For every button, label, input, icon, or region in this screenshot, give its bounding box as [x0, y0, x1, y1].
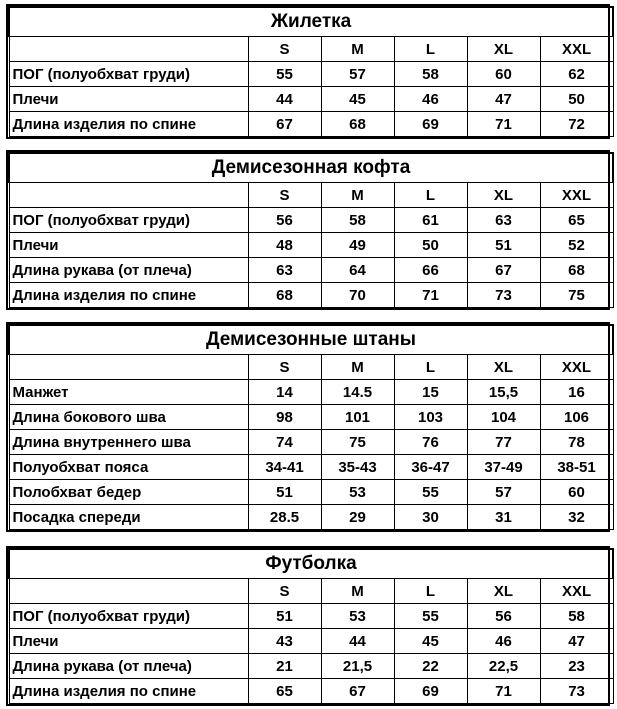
table-row [9, 480, 613, 505]
table-row [9, 629, 613, 654]
size-header-cell: S [248, 183, 321, 208]
value-cell: 14 [248, 380, 321, 405]
value-cell: 67 [467, 258, 540, 283]
value-cell: 70 [321, 283, 394, 308]
value-cell: 22,5 [467, 654, 540, 679]
size-header-cell: XXL [540, 579, 613, 604]
value-cell: 69 [394, 112, 467, 137]
value-cell: 45 [394, 629, 467, 654]
value-cell: 68 [248, 283, 321, 308]
value-cell: 30 [394, 505, 467, 530]
size-header-cell: M [321, 37, 394, 62]
value-cell: 51 [248, 604, 321, 629]
table-row [9, 455, 613, 480]
row-label: Длина внутреннего шва [9, 430, 248, 455]
value-cell: 44 [321, 629, 394, 654]
table-tshirt [6, 546, 610, 706]
size-header-cell: XL [467, 37, 540, 62]
value-cell: 60 [540, 480, 613, 505]
value-cell: 50 [540, 87, 613, 112]
table-row [9, 112, 613, 137]
value-cell: 53 [321, 480, 394, 505]
size-header-cell: S [248, 355, 321, 380]
value-cell: 21 [248, 654, 321, 679]
row-label: ПОГ (полуобхват груди) [9, 62, 248, 87]
size-header-cell: XL [467, 183, 540, 208]
value-cell: 68 [321, 112, 394, 137]
size-header-row [9, 183, 613, 208]
table-title: Демисезонная кофта [9, 153, 613, 183]
value-cell: 71 [467, 112, 540, 137]
value-cell: 34-41 [248, 455, 321, 480]
value-cell: 37-49 [467, 455, 540, 480]
table-row [9, 283, 613, 308]
value-cell: 38-51 [540, 455, 613, 480]
value-cell: 74 [248, 430, 321, 455]
table-row [9, 208, 613, 233]
value-cell: 73 [467, 283, 540, 308]
value-cell: 69 [394, 679, 467, 704]
value-cell: 76 [394, 430, 467, 455]
value-cell: 49 [321, 233, 394, 258]
value-cell: 21,5 [321, 654, 394, 679]
size-header-cell: M [321, 579, 394, 604]
table-row [9, 380, 613, 405]
table-row [9, 604, 613, 629]
table-row [9, 505, 613, 530]
row-label: Длина рукава (от плеча) [9, 654, 248, 679]
table-title: Демисезонные штаны [9, 325, 613, 355]
value-cell: 103 [394, 405, 467, 430]
size-header-cell: S [248, 37, 321, 62]
value-cell: 67 [248, 112, 321, 137]
row-label: Длина изделия по спине [9, 112, 248, 137]
table-row [9, 233, 613, 258]
row-label: ПОГ (полуобхват груди) [9, 208, 248, 233]
value-cell: 47 [467, 87, 540, 112]
size-header-cell: XXL [540, 37, 613, 62]
value-cell: 50 [394, 233, 467, 258]
row-label: Длина бокового шва [9, 405, 248, 430]
value-cell: 48 [248, 233, 321, 258]
value-cell: 106 [540, 405, 613, 430]
value-cell: 22 [394, 654, 467, 679]
row-label: Полуобхват пояса [9, 455, 248, 480]
value-cell: 23 [540, 654, 613, 679]
size-header-cell: L [394, 183, 467, 208]
table-vest [6, 4, 610, 139]
size-header-cell: M [321, 355, 394, 380]
size-header-row [9, 355, 613, 380]
table-row [9, 405, 613, 430]
value-cell: 52 [540, 233, 613, 258]
value-cell: 60 [467, 62, 540, 87]
size-header-cell: S [248, 579, 321, 604]
row-label: Длина изделия по спине [9, 679, 248, 704]
table-row [9, 679, 613, 704]
value-cell: 32 [540, 505, 613, 530]
value-cell: 77 [467, 430, 540, 455]
value-cell: 46 [394, 87, 467, 112]
value-cell: 29 [321, 505, 394, 530]
table-row [9, 87, 613, 112]
table-row [9, 258, 613, 283]
value-cell: 47 [540, 629, 613, 654]
value-cell: 14.5 [321, 380, 394, 405]
value-cell: 62 [540, 62, 613, 87]
value-cell: 56 [467, 604, 540, 629]
value-cell: 16 [540, 380, 613, 405]
value-cell: 55 [394, 480, 467, 505]
row-label: Посадка спереди [9, 505, 248, 530]
value-cell: 46 [467, 629, 540, 654]
value-cell: 73 [540, 679, 613, 704]
value-cell: 43 [248, 629, 321, 654]
size-header-cell: L [394, 355, 467, 380]
value-cell: 55 [248, 62, 321, 87]
size-header-row [9, 579, 613, 604]
value-cell: 28.5 [248, 505, 321, 530]
value-cell: 63 [467, 208, 540, 233]
value-cell: 53 [321, 604, 394, 629]
value-cell: 15,5 [467, 380, 540, 405]
row-label: Плечи [9, 233, 248, 258]
size-header-cell: XL [467, 579, 540, 604]
value-cell: 61 [394, 208, 467, 233]
size-header-cell: M [321, 183, 394, 208]
value-cell: 71 [394, 283, 467, 308]
size-header-cell: L [394, 579, 467, 604]
value-cell: 65 [540, 208, 613, 233]
table-row [9, 430, 613, 455]
value-cell: 44 [248, 87, 321, 112]
row-label: ПОГ (полуобхват груди) [9, 604, 248, 629]
value-cell: 15 [394, 380, 467, 405]
value-cell: 65 [248, 679, 321, 704]
size-header-cell: XXL [540, 355, 613, 380]
table-row [9, 62, 613, 87]
value-cell: 51 [467, 233, 540, 258]
row-label: Плечи [9, 629, 248, 654]
value-cell: 64 [321, 258, 394, 283]
row-label: Манжет [9, 380, 248, 405]
row-label: Длина изделия по спине [9, 283, 248, 308]
value-cell: 57 [467, 480, 540, 505]
value-cell: 55 [394, 604, 467, 629]
table-row [9, 654, 613, 679]
value-cell: 104 [467, 405, 540, 430]
value-cell: 78 [540, 430, 613, 455]
value-cell: 51 [248, 480, 321, 505]
row-label: Плечи [9, 87, 248, 112]
value-cell: 75 [321, 430, 394, 455]
value-cell: 66 [394, 258, 467, 283]
value-cell: 31 [467, 505, 540, 530]
value-cell: 67 [321, 679, 394, 704]
value-cell: 63 [248, 258, 321, 283]
value-cell: 101 [321, 405, 394, 430]
table-jacket [6, 150, 610, 310]
row-label: Полобхват бедер [9, 480, 248, 505]
value-cell: 68 [540, 258, 613, 283]
value-cell: 75 [540, 283, 613, 308]
size-header-row [9, 37, 613, 62]
value-cell: 58 [540, 604, 613, 629]
value-cell: 98 [248, 405, 321, 430]
value-cell: 58 [321, 208, 394, 233]
size-header-cell: XXL [540, 183, 613, 208]
table-title: Футболка [9, 549, 613, 579]
value-cell: 36-47 [394, 455, 467, 480]
value-cell: 58 [394, 62, 467, 87]
value-cell: 72 [540, 112, 613, 137]
size-header-cell: L [394, 37, 467, 62]
value-cell: 57 [321, 62, 394, 87]
value-cell: 35-43 [321, 455, 394, 480]
table-title: Жилетка [9, 7, 613, 37]
table-pants [6, 322, 610, 532]
row-label: Длина рукава (от плеча) [9, 258, 248, 283]
size-header-cell: XL [467, 355, 540, 380]
value-cell: 56 [248, 208, 321, 233]
value-cell: 71 [467, 679, 540, 704]
value-cell: 45 [321, 87, 394, 112]
